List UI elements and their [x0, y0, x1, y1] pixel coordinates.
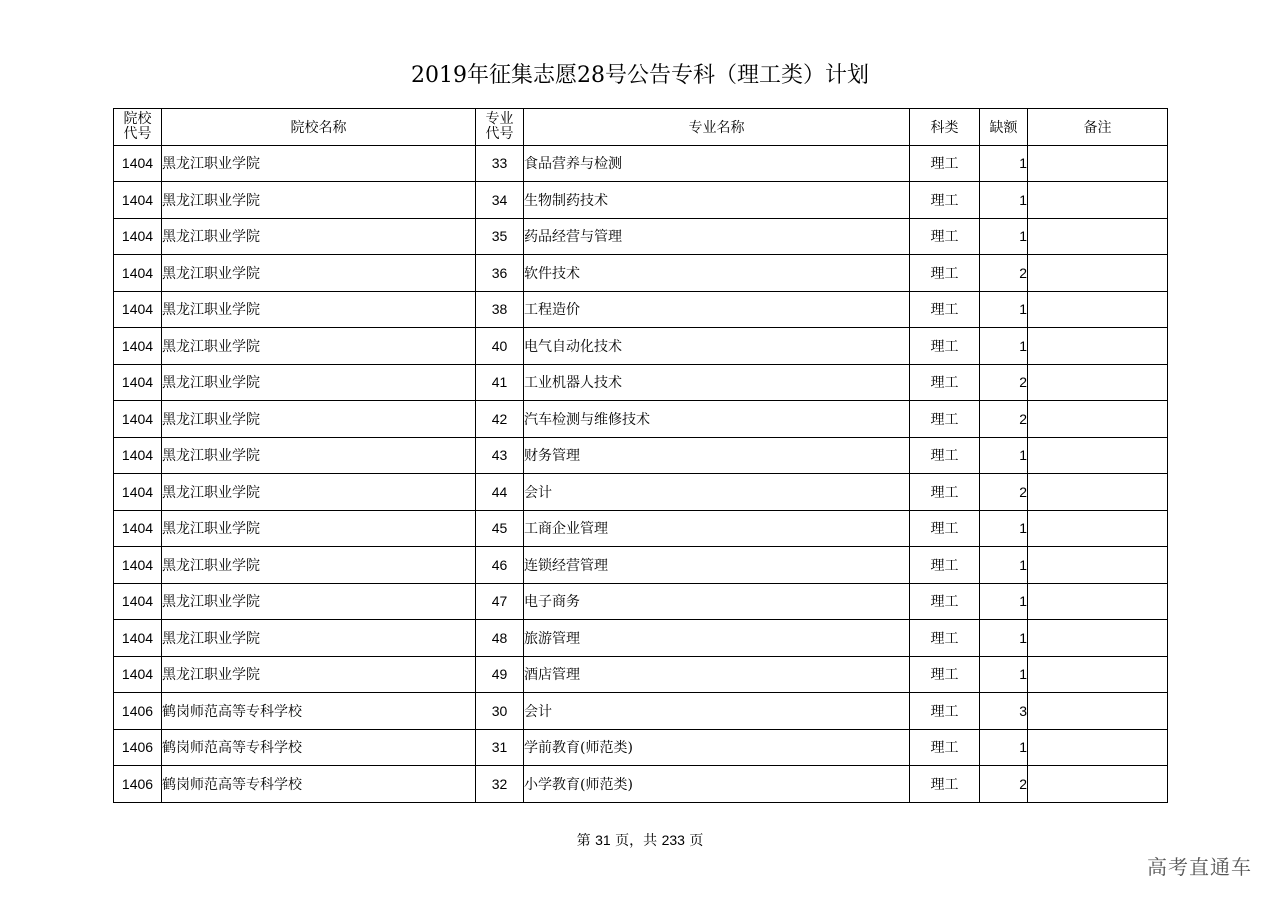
table-row: [114, 729, 1168, 766]
cell-vacancy: 2: [980, 474, 1028, 511]
cell-major-name: 汽车检测与维修技术: [524, 401, 910, 438]
cell-school-code: 1404: [114, 182, 162, 219]
cell-category: 理工: [910, 437, 980, 474]
footer-suffix: 页: [684, 833, 704, 849]
cell-school-name: 黑龙江职业学院: [162, 291, 476, 328]
cell-major-name: 工商企业管理: [524, 510, 910, 547]
cell-vacancy: 2: [980, 364, 1028, 401]
header-category: 科类: [910, 109, 980, 146]
table-row: [114, 255, 1168, 292]
cell-remark: [1028, 583, 1168, 620]
cell-school-code: 1404: [114, 364, 162, 401]
table-row: [114, 328, 1168, 365]
table-row: [114, 693, 1168, 730]
cell-vacancy: 1: [980, 510, 1028, 547]
cell-school-name: 黑龙江职业学院: [162, 328, 476, 365]
cell-major-code: 41: [476, 364, 524, 401]
cell-school-name: 黑龙江职业学院: [162, 218, 476, 255]
cell-category: 理工: [910, 729, 980, 766]
header-major-name: 专业名称: [524, 109, 910, 146]
cell-remark: [1028, 693, 1168, 730]
header-school-code-line2: 代号: [123, 125, 152, 142]
cell-major-name: 药品经营与管理: [524, 218, 910, 255]
cell-remark: [1028, 766, 1168, 803]
cell-remark: [1028, 620, 1168, 657]
header-remark: 备注: [1028, 109, 1168, 146]
table-row: [114, 437, 1168, 474]
table-row: [114, 474, 1168, 511]
cell-category: 理工: [910, 547, 980, 584]
cell-remark: [1028, 218, 1168, 255]
cell-school-name: 黑龙江职业学院: [162, 620, 476, 657]
cell-category: 理工: [910, 291, 980, 328]
cell-major-name: 会计: [524, 474, 910, 511]
cell-vacancy: 2: [980, 766, 1028, 803]
cell-major-code: 30: [476, 693, 524, 730]
table-row: [114, 547, 1168, 584]
cell-major-name: 财务管理: [524, 437, 910, 474]
cell-major-name: 电气自动化技术: [524, 328, 910, 365]
cell-school-code: 1404: [114, 547, 162, 584]
cell-school-name: 黑龙江职业学院: [162, 145, 476, 182]
footer-total-pages: 233: [661, 832, 685, 848]
cell-remark: [1028, 145, 1168, 182]
cell-school-code: 1404: [114, 255, 162, 292]
cell-school-name: 鹤岗师范高等专科学校: [162, 693, 476, 730]
cell-school-name: 鹤岗师范高等专科学校: [162, 766, 476, 803]
cell-school-name: 黑龙江职业学院: [162, 182, 476, 219]
cell-major-name: 生物制药技术: [524, 182, 910, 219]
cell-category: 理工: [910, 766, 980, 803]
cell-vacancy: 1: [980, 583, 1028, 620]
cell-school-name: 黑龙江职业学院: [162, 364, 476, 401]
cell-category: 理工: [910, 364, 980, 401]
watermark: 高考直通车: [1147, 855, 1252, 879]
cell-remark: [1028, 656, 1168, 693]
cell-category: 理工: [910, 510, 980, 547]
cell-major-code: 42: [476, 401, 524, 438]
cell-major-code: 31: [476, 729, 524, 766]
cell-school-code: 1404: [114, 474, 162, 511]
page-footer: [0, 830, 1280, 850]
table-row: [114, 620, 1168, 657]
table-row: [114, 401, 1168, 438]
cell-school-code: 1404: [114, 656, 162, 693]
cell-school-name: 黑龙江职业学院: [162, 547, 476, 584]
footer-middle: 页，共: [610, 833, 662, 849]
cell-category: 理工: [910, 328, 980, 365]
page-title: 2019年征集志愿28号公告专科（理工类）计划: [411, 63, 869, 88]
cell-school-code: 1404: [114, 291, 162, 328]
cell-category: 理工: [910, 656, 980, 693]
cell-school-name: 黑龙江职业学院: [162, 510, 476, 547]
header-school-code-line1: 院校: [123, 110, 152, 127]
cell-major-code: 43: [476, 437, 524, 474]
cell-school-code: 1406: [114, 729, 162, 766]
cell-vacancy: 1: [980, 620, 1028, 657]
footer-prefix: 第: [576, 833, 596, 849]
cell-major-name: 食品营养与检测: [524, 145, 910, 182]
cell-major-name: 酒店管理: [524, 656, 910, 693]
cell-school-code: 1404: [114, 401, 162, 438]
header-major-code-line1: 专业: [485, 110, 514, 127]
cell-remark: [1028, 510, 1168, 547]
cell-remark: [1028, 437, 1168, 474]
cell-remark: [1028, 255, 1168, 292]
header-major-code-line2: 代号: [485, 125, 514, 142]
cell-school-code: 1404: [114, 583, 162, 620]
header-vacancy: 缺额: [980, 109, 1028, 146]
cell-category: 理工: [910, 583, 980, 620]
cell-vacancy: 3: [980, 693, 1028, 730]
cell-major-code: 46: [476, 547, 524, 584]
cell-school-name: 黑龙江职业学院: [162, 583, 476, 620]
header-school-code: [114, 109, 162, 146]
cell-major-code: 36: [476, 255, 524, 292]
cell-major-code: 32: [476, 766, 524, 803]
cell-major-code: 45: [476, 510, 524, 547]
table-row: [114, 364, 1168, 401]
cell-remark: [1028, 182, 1168, 219]
cell-vacancy: 1: [980, 145, 1028, 182]
cell-vacancy: 1: [980, 729, 1028, 766]
header-major-code: [476, 109, 524, 146]
cell-major-name: 工程造价: [524, 291, 910, 328]
cell-vacancy: 1: [980, 656, 1028, 693]
cell-school-code: 1404: [114, 620, 162, 657]
cell-school-name: 黑龙江职业学院: [162, 255, 476, 292]
table-row: [114, 766, 1168, 803]
cell-major-name: 旅游管理: [524, 620, 910, 657]
cell-major-name: 会计: [524, 693, 910, 730]
cell-remark: [1028, 364, 1168, 401]
cell-major-code: 34: [476, 182, 524, 219]
cell-school-name: 鹤岗师范高等专科学校: [162, 729, 476, 766]
cell-category: 理工: [910, 693, 980, 730]
cell-category: 理工: [910, 401, 980, 438]
cell-major-name: 工业机器人技术: [524, 364, 910, 401]
cell-school-name: 黑龙江职业学院: [162, 474, 476, 511]
cell-major-code: 44: [476, 474, 524, 511]
enrollment-plan-table: [113, 108, 1168, 803]
cell-major-code: 48: [476, 620, 524, 657]
cell-major-code: 33: [476, 145, 524, 182]
cell-major-name: 软件技术: [524, 255, 910, 292]
cell-school-code: 1404: [114, 437, 162, 474]
table-row: [114, 583, 1168, 620]
cell-school-name: 黑龙江职业学院: [162, 656, 476, 693]
cell-vacancy: 1: [980, 182, 1028, 219]
cell-vacancy: 1: [980, 218, 1028, 255]
cell-category: 理工: [910, 145, 980, 182]
table-row: [114, 291, 1168, 328]
cell-remark: [1028, 328, 1168, 365]
cell-category: 理工: [910, 620, 980, 657]
cell-remark: [1028, 474, 1168, 511]
cell-major-code: 40: [476, 328, 524, 365]
cell-school-code: 1406: [114, 693, 162, 730]
cell-school-code: 1404: [114, 145, 162, 182]
table-row: [114, 510, 1168, 547]
cell-major-code: 47: [476, 583, 524, 620]
header-school-name: 院校名称: [162, 109, 476, 146]
cell-school-code: 1404: [114, 218, 162, 255]
table-body: [114, 145, 1168, 802]
cell-major-name: 电子商务: [524, 583, 910, 620]
cell-vacancy: 2: [980, 401, 1028, 438]
cell-vacancy: 2: [980, 255, 1028, 292]
footer-page-number: 31: [595, 832, 611, 848]
cell-vacancy: 1: [980, 547, 1028, 584]
cell-remark: [1028, 291, 1168, 328]
cell-vacancy: 1: [980, 328, 1028, 365]
cell-remark: [1028, 729, 1168, 766]
cell-school-name: 黑龙江职业学院: [162, 437, 476, 474]
table-row: [114, 656, 1168, 693]
cell-category: 理工: [910, 218, 980, 255]
table-row: [114, 182, 1168, 219]
cell-major-name: 小学教育(师范类): [524, 766, 910, 803]
cell-major-name: 学前教育(师范类): [524, 729, 910, 766]
cell-category: 理工: [910, 255, 980, 292]
cell-major-code: 49: [476, 656, 524, 693]
table-row: [114, 218, 1168, 255]
cell-major-code: 38: [476, 291, 524, 328]
cell-major-code: 35: [476, 218, 524, 255]
cell-vacancy: 1: [980, 291, 1028, 328]
table-header-row: [114, 109, 1168, 146]
cell-school-code: 1406: [114, 766, 162, 803]
cell-school-code: 1404: [114, 328, 162, 365]
cell-vacancy: 1: [980, 437, 1028, 474]
cell-school-code: 1404: [114, 510, 162, 547]
cell-major-name: 连锁经营管理: [524, 547, 910, 584]
cell-remark: [1028, 547, 1168, 584]
cell-school-name: 黑龙江职业学院: [162, 401, 476, 438]
cell-category: 理工: [910, 182, 980, 219]
table-row: [114, 145, 1168, 182]
cell-category: 理工: [910, 474, 980, 511]
cell-remark: [1028, 401, 1168, 438]
